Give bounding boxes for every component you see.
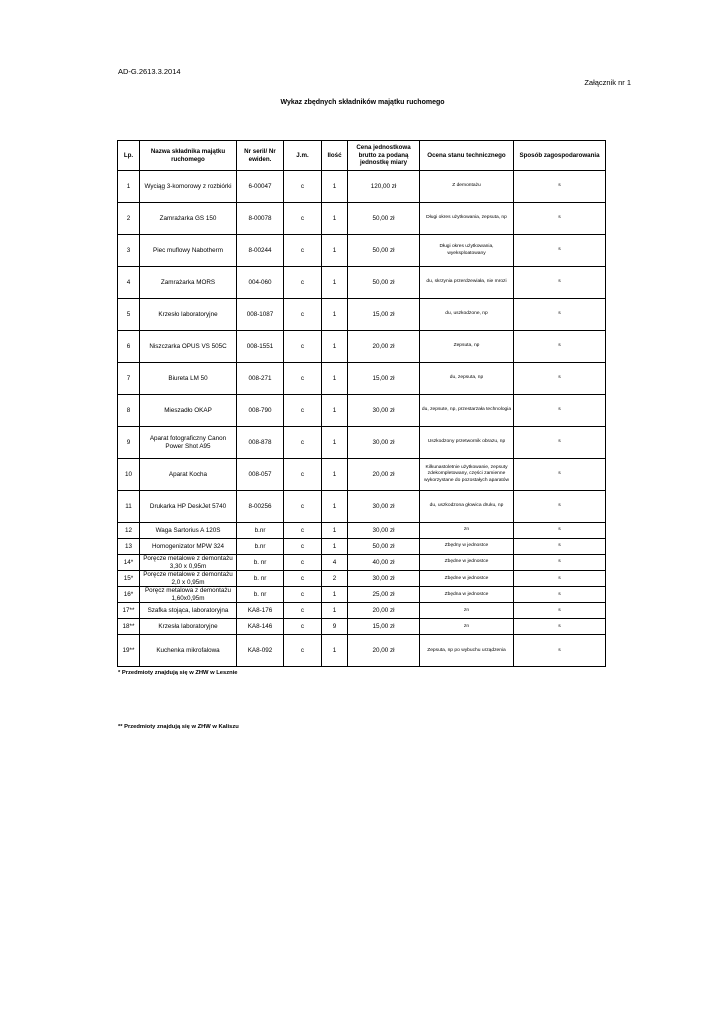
cell-name: Wyciąg 3-komorowy z rozbiórki [140,171,237,203]
cell-qty: 1 [322,171,348,203]
cell-price: 30,00 zł [348,523,420,539]
footnote-leszno: * Przedmioty znajdują się w ZHW w Lesznie [118,670,238,676]
cell-lp: 15* [118,571,140,587]
cell-name: Poręcz metalowa z demontażu 1,60x0,95m [140,587,237,603]
cell-qty: 1 [322,491,348,523]
cell-nr: b.nr [237,539,284,555]
cell-condition: Zbędna w jednostce [420,587,514,603]
table-row [118,171,606,203]
cell-lp: 1 [118,171,140,203]
cell-lp: 7 [118,363,140,395]
cell-jm: c [284,523,322,539]
table-row [118,395,606,427]
cell-name: Zamrażarka MORS [140,267,237,299]
cell-method: s [514,395,606,427]
cell-condition: du, uszkodzona głowica druku, np [420,491,514,523]
column-header: Cena jednostkowa brutto za podaną jednostkę miary [348,141,420,171]
cell-name: Drukarka HP DeskJet 5740 [140,491,237,523]
cell-name: Poręcze metalowe z demontażu 3,30 x 0,95m [140,555,237,571]
table-row [118,363,606,395]
cell-jm: c [284,571,322,587]
cell-jm: c [284,395,322,427]
cell-price: 50,00 zł [348,235,420,267]
cell-condition: Uszkodzony przetwornik obrazu, np [420,427,514,459]
cell-method: s [514,491,606,523]
cell-nr: 8-00256 [237,491,284,523]
table-row [118,491,606,523]
cell-price: 20,00 zł [348,331,420,363]
cell-method: s [514,587,606,603]
cell-method: s [514,539,606,555]
assets-table [117,140,606,667]
table-header-row [118,141,606,171]
cell-method: s [514,171,606,203]
cell-nr: b. nr [237,587,284,603]
cell-condition: du, skrzynia przerdzewiała, nie mrozi [420,267,514,299]
table-row [118,203,606,235]
cell-qty: 1 [322,587,348,603]
cell-method: s [514,363,606,395]
cell-method: s [514,635,606,667]
cell-nr: 8-00078 [237,203,284,235]
column-header: Sposób zagospodarowania [514,141,606,171]
cell-method: s [514,267,606,299]
cell-price: 50,00 zł [348,267,420,299]
cell-name: Niszczarka OPUS VS 505C [140,331,237,363]
cell-jm: c [284,539,322,555]
cell-condition: Zepsuta, np po wybuchu urządzenia [420,635,514,667]
cell-qty: 1 [322,459,348,491]
cell-condition: du, zepsute, np, przestarzała technologia [420,395,514,427]
cell-nr: 008-1087 [237,299,284,331]
cell-price: 30,00 zł [348,395,420,427]
cell-price: 20,00 zł [348,635,420,667]
cell-lp: 13 [118,539,140,555]
cell-price: 15,00 zł [348,299,420,331]
cell-condition: Długi okres użytkowania, zepsuta, np [420,203,514,235]
cell-name: Piec muflowy Nabotherm [140,235,237,267]
cell-name: Kuchenka mikrofalowa [140,635,237,667]
cell-nr: 008-790 [237,395,284,427]
cell-qty: 1 [322,539,348,555]
cell-nr: b.nr [237,523,284,539]
cell-name: Biureta LM 50 [140,363,237,395]
cell-name: Aparat Kocha [140,459,237,491]
table-row [118,635,606,667]
cell-method: s [514,203,606,235]
cell-lp: 8 [118,395,140,427]
cell-qty: 1 [322,523,348,539]
cell-name: Krzesło laboratoryjne [140,299,237,331]
cell-nr: 008-878 [237,427,284,459]
cell-qty: 2 [322,571,348,587]
cell-qty: 1 [322,267,348,299]
cell-price: 20,00 zł [348,603,420,619]
cell-nr: 6-00047 [237,171,284,203]
cell-name: Poręcze metalowe z demontażu 2,0 x 0,95m [140,571,237,587]
cell-lp: 3 [118,235,140,267]
cell-method: s [514,459,606,491]
cell-condition: zn [420,523,514,539]
cell-price: 40,00 zł [348,555,420,571]
column-header: Ilość [322,141,348,171]
cell-jm: c [284,459,322,491]
cell-jm: c [284,235,322,267]
table-row [118,571,606,587]
cell-method: s [514,571,606,587]
cell-name: Szafka stojąca, laboratoryjna [140,603,237,619]
cell-qty: 1 [322,299,348,331]
cell-qty: 1 [322,363,348,395]
cell-condition: du, uszkodzone, np [420,299,514,331]
table-row [118,235,606,267]
cell-name: Krzesła laboratoryjne [140,619,237,635]
cell-jm: c [284,619,322,635]
cell-method: s [514,523,606,539]
cell-jm: c [284,427,322,459]
cell-lp: 4 [118,267,140,299]
cell-condition: Długi okres użytkowania, wyeksploatowany [420,235,514,267]
cell-qty: 1 [322,331,348,363]
cell-name: Zamrażarka GS 150 [140,203,237,235]
cell-price: 120,00 zł [348,171,420,203]
table-row [118,299,606,331]
cell-method: s [514,427,606,459]
document-title: Wykaz zbędnych składników majątku ruchomego [280,99,445,106]
cell-lp: 19** [118,635,140,667]
cell-lp: 11 [118,491,140,523]
table-row [118,555,606,571]
column-header: J.m. [284,141,322,171]
attachment-label: Załącznik nr 1 [584,78,631,87]
cell-condition: Zbędne w jednostce [420,571,514,587]
cell-price: 15,00 zł [348,363,420,395]
cell-lp: 18** [118,619,140,635]
cell-name: Waga Sartorius A 120S [140,523,237,539]
cell-condition: du, zepsuta, np [420,363,514,395]
cell-qty: 4 [322,555,348,571]
table-row [118,459,606,491]
cell-nr: b. nr [237,555,284,571]
cell-jm: c [284,491,322,523]
cell-method: s [514,619,606,635]
table-row [118,539,606,555]
cell-method: s [514,299,606,331]
cell-jm: c [284,635,322,667]
cell-condition: Kilkunastoletnie użytkowanie, zepsuty zdekompletowany, części zamienne wykorzystane do pozostałych aparatów [420,459,514,491]
cell-price: 25,00 zł [348,587,420,603]
cell-name: Homogenizator MPW 324 [140,539,237,555]
cell-condition: Zbędne w jednostce [420,555,514,571]
column-header: Ocena stanu technicznego [420,141,514,171]
cell-lp: 9 [118,427,140,459]
cell-lp: 6 [118,331,140,363]
cell-jm: c [284,603,322,619]
cell-qty: 1 [322,603,348,619]
table-row [118,523,606,539]
cell-price: 30,00 zł [348,427,420,459]
cell-price: 30,00 zł [348,571,420,587]
cell-condition: zn [420,603,514,619]
cell-qty: 1 [322,395,348,427]
column-header: Nr seril/ Nr ewiden. [237,141,284,171]
cell-name: Mieszadło OKAP [140,395,237,427]
cell-method: s [514,603,606,619]
cell-lp: 16* [118,587,140,603]
cell-price: 30,00 zł [348,491,420,523]
cell-lp: 14* [118,555,140,571]
cell-qty: 1 [322,235,348,267]
cell-condition: Z demontażu [420,171,514,203]
cell-qty: 1 [322,427,348,459]
cell-nr: b. nr [237,571,284,587]
table-row [118,619,606,635]
cell-condition: zn [420,619,514,635]
cell-nr: 8-00244 [237,235,284,267]
cell-qty: 9 [322,619,348,635]
cell-nr: KA8-146 [237,619,284,635]
cell-price: 20,00 zł [348,459,420,491]
cell-method: s [514,331,606,363]
cell-jm: c [284,171,322,203]
footnote-kalisz: ** Przedmioty znajdują się w ZHW w Kaliszu [118,724,239,730]
cell-nr: KA8-176 [237,603,284,619]
cell-lp: 5 [118,299,140,331]
cell-lp: 2 [118,203,140,235]
cell-qty: 1 [322,635,348,667]
cell-jm: c [284,555,322,571]
table-row [118,587,606,603]
cell-nr: 004-060 [237,267,284,299]
cell-jm: c [284,587,322,603]
cell-jm: c [284,299,322,331]
table-row [118,427,606,459]
cell-price: 50,00 zł [348,539,420,555]
column-header: Lp. [118,141,140,171]
table-row [118,603,606,619]
column-header: Nazwa składnika majątku ruchomego [140,141,237,171]
cell-lp: 12 [118,523,140,539]
document-reference: AD-G.2613.3.2014 [118,67,181,76]
cell-qty: 1 [322,203,348,235]
cell-name: Aparat fotograficzny Canon Power Shot A95 [140,427,237,459]
cell-jm: c [284,267,322,299]
table-row [118,267,606,299]
cell-price: 15,00 zł [348,619,420,635]
cell-condition: Zbędny w jednostce [420,539,514,555]
cell-nr: 008-057 [237,459,284,491]
cell-lp: 17** [118,603,140,619]
cell-jm: c [284,331,322,363]
cell-method: s [514,235,606,267]
cell-price: 50,00 zł [348,203,420,235]
cell-method: s [514,555,606,571]
cell-jm: c [284,203,322,235]
cell-nr: 008-1551 [237,331,284,363]
cell-nr: KA8-092 [237,635,284,667]
cell-jm: c [284,363,322,395]
cell-lp: 10 [118,459,140,491]
cell-condition: Zepsuta, np [420,331,514,363]
table-row [118,331,606,363]
cell-nr: 008-271 [237,363,284,395]
